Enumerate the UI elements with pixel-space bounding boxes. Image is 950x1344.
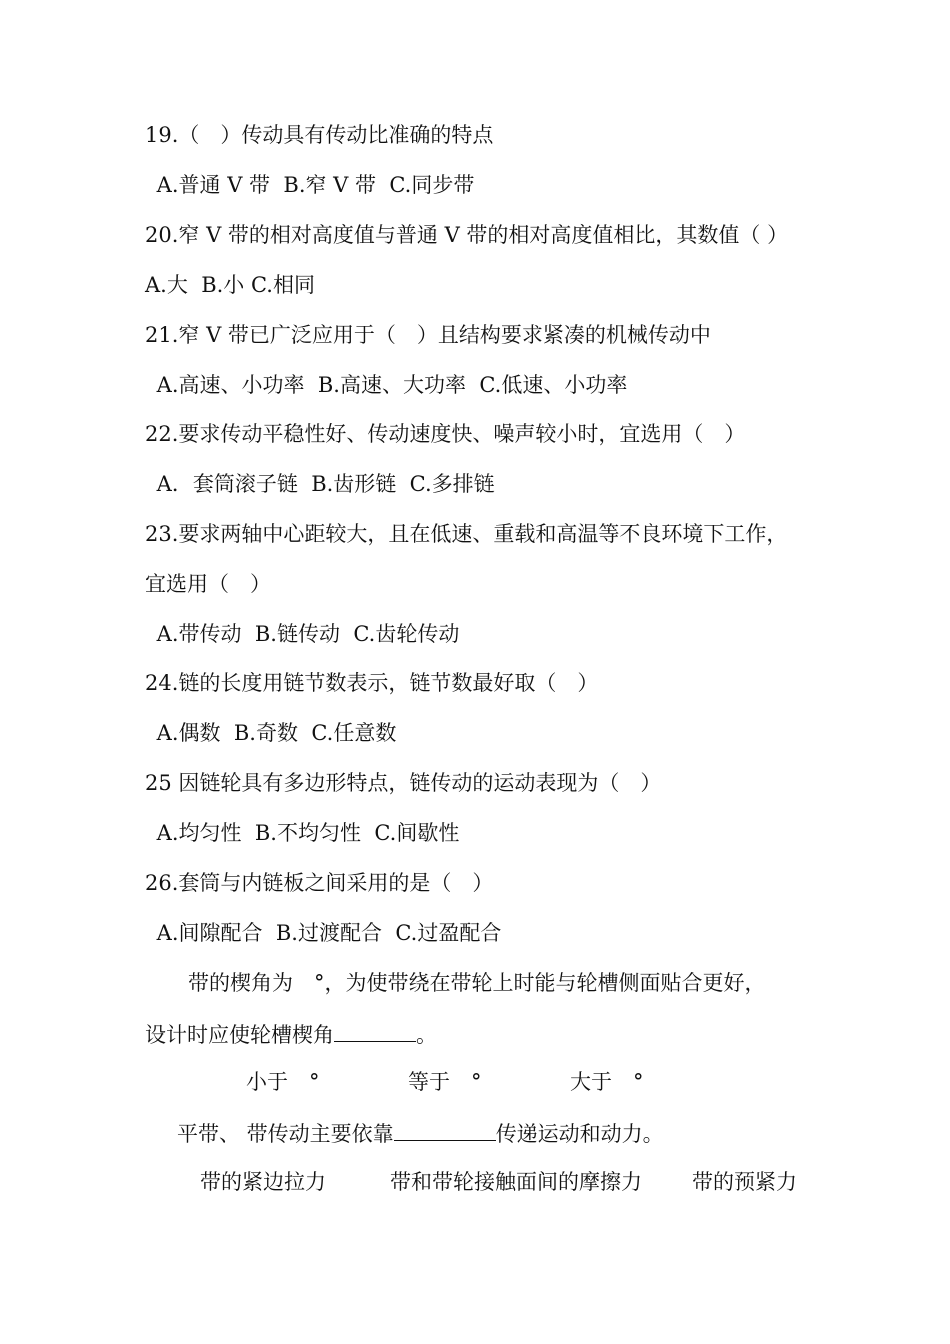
question-23-stem-cont: 宜选用（ ） — [145, 572, 271, 596]
question-27-stem-cont — [145, 1019, 437, 1047]
answer-blank — [334, 1019, 416, 1042]
question-19-stem: 19.（ ）传动具有传动比准确的特点 — [145, 123, 494, 147]
question-20-stem: 20.窄 V 带的相对高度值与普通 V 带的相对高度值相比，其数值（ ） — [145, 223, 789, 247]
question-27-option-a: 小于 ° — [246, 1070, 320, 1094]
question-24-options: A.偶数 B.奇数 C.任意数 — [150, 721, 397, 745]
question-22-stem: 22.要求传动平稳性好、传动速度快、噪声较小时，宜选用（ ） — [145, 422, 746, 446]
question-27-option-b: 等于 ° — [408, 1070, 482, 1094]
question-25-options: A.均匀性 B.不均匀性 C.间歇性 — [150, 821, 460, 845]
question-28-text-b: 传递运动和动力。 — [495, 1122, 664, 1146]
question-23-options: A.带传动 B.链传动 C.齿轮传动 — [150, 622, 460, 646]
question-20-options: A.大 B.小 C.相同 — [145, 273, 315, 297]
question-27-text-b: 。 — [416, 1023, 437, 1047]
question-25-stem: 25 因链轮具有多边形特点，链传动的运动表现为（ ） — [145, 771, 662, 795]
question-27-option-c: 大于 ° — [570, 1070, 644, 1094]
question-24-stem: 24.链的长度用链节数表示，链节数最好取（ ） — [145, 671, 599, 695]
question-23-stem: 23.要求两轴中心距较大，且在低速、重载和高温等不良环境下工作， — [145, 522, 788, 546]
answer-blank — [394, 1118, 496, 1141]
question-21-stem: 21.窄 V 带已广泛应用于（ ）且结构要求紧凑的机械传动中 — [145, 323, 711, 347]
question-26-options: A.间隙配合 B.过渡配合 C.过盈配合 — [150, 921, 502, 945]
question-27-stem: 带的楔角为 °，为使带绕在带轮上时能与轮槽侧面贴合更好， — [188, 971, 766, 995]
question-26-stem: 26.套筒与内链板之间采用的是（ ） — [145, 871, 494, 895]
question-28-text-a: 平带、 带传动主要依靠 — [177, 1122, 394, 1146]
question-28-option-c: 带的预紧力 — [692, 1170, 797, 1194]
question-21-options: A.高速、小功率 B.高速、大功率 C.低速、小功率 — [150, 373, 628, 397]
question-19-options: A.普通 V 带 B.窄 V 带 C.同步带 — [150, 173, 475, 197]
question-28-option-a: 带的紧边拉力 — [200, 1170, 326, 1194]
question-28-stem — [177, 1118, 664, 1146]
question-22-options: A．套筒滚子链 B.齿形链 C.多排链 — [150, 472, 495, 496]
question-27-text-a: 设计时应使轮槽楔角 — [145, 1023, 334, 1047]
question-28-option-b: 带和带轮接触面间的摩擦力 — [390, 1170, 642, 1194]
